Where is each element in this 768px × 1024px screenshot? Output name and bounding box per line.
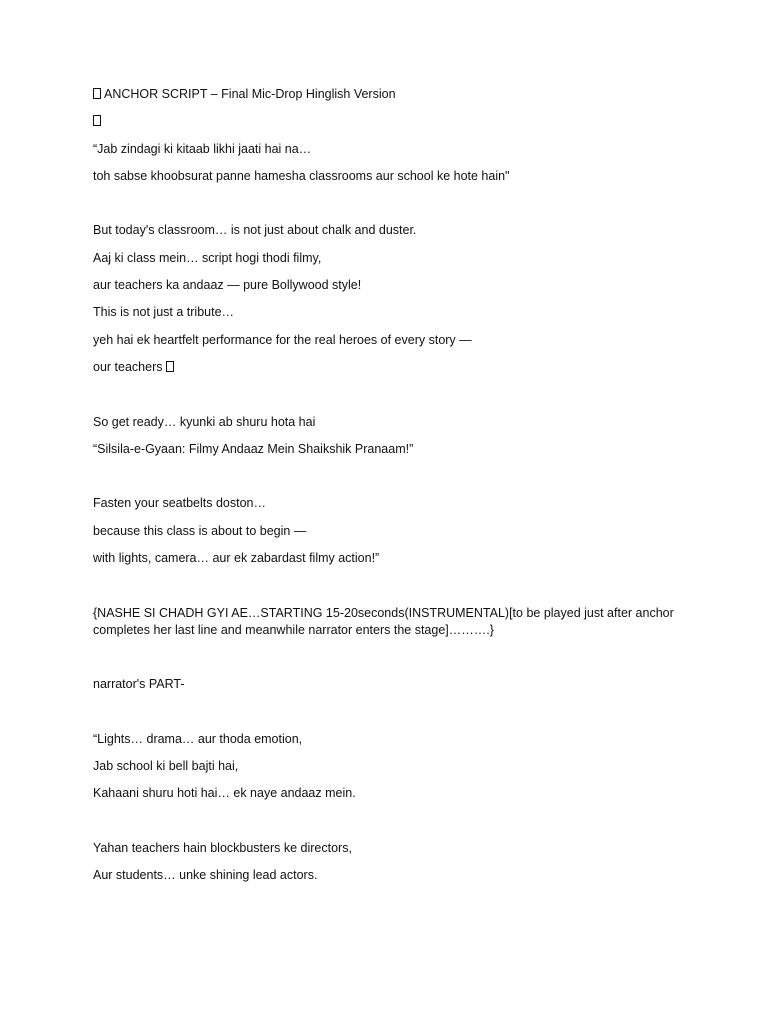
missing-glyph-icon: [93, 88, 101, 99]
script-line: Aur students… unke shining lead actors.: [93, 868, 318, 883]
missing-glyph-icon: [93, 115, 101, 126]
script-line: Kahaani shuru hoti hai… ek naye andaaz mein.: [93, 786, 356, 801]
missing-glyph-line: [93, 113, 683, 130]
script-body: [93, 86, 683, 895]
script-heading-text: ANCHOR SCRIPT – Final Mic-Drop Hinglish Version: [104, 87, 396, 101]
music-cue: {NASHE SI CHADH GYI AE…STARTING 15-20seconds(INSTRUMENTAL)[to be played just after anchor completes her last line and meanwhile narrator enters the stage]……….}: [93, 605, 674, 637]
script-line: “Silsila-e-Gyaan: Filmy Andaaz Mein Shaikshik Pranaam!”: [93, 441, 414, 456]
script-heading: [93, 86, 683, 103]
paragraph-gap: [93, 813, 683, 830]
script-line: toh sabse khoobsurat panne hamesha classrooms aur school ke hote hain": [93, 168, 510, 183]
script-line: Yahan teachers hain blockbusters ke directors,: [93, 841, 352, 856]
script-line-text: our teachers: [93, 359, 163, 374]
script-line: But today's classroom… is not just about chalk and duster.: [93, 223, 417, 238]
script-line: Fasten your seatbelts doston…: [93, 496, 267, 511]
script-line: aur teachers ka andaaz — pure Bollywood style!: [93, 278, 362, 293]
script-line: This is not just a tribute…: [93, 305, 235, 320]
script-line: Jab school ki bell bajti hai,: [93, 759, 239, 774]
script-line: Aaj ki class mein… script hogi thodi filmy,: [93, 250, 322, 265]
script-line: because this class is about to begin —: [93, 523, 307, 538]
paragraph-gap: [93, 386, 683, 403]
paragraph-gap: [93, 468, 683, 485]
narrator-heading: narrator's PART-: [93, 677, 185, 692]
script-line: “Jab zindagi ki kitaab likhi jaati hai na…: [93, 141, 312, 156]
script-line: yeh hai ek heartfelt performance for the real heroes of every story —: [93, 332, 472, 347]
script-line: “Lights… drama… aur thoda emotion,: [93, 731, 303, 746]
paragraph-gap: [93, 704, 683, 721]
script-line: So get ready… kyunki ab shuru hota hai: [93, 414, 316, 429]
paragraph-gap: [93, 649, 683, 666]
paragraph-gap: [93, 195, 683, 212]
script-line: with lights, camera… aur ek zabardast filmy action!”: [93, 551, 380, 566]
paragraph-gap: [93, 577, 683, 594]
missing-glyph-icon: [166, 361, 174, 372]
script-line-with-glyph: [93, 359, 683, 376]
